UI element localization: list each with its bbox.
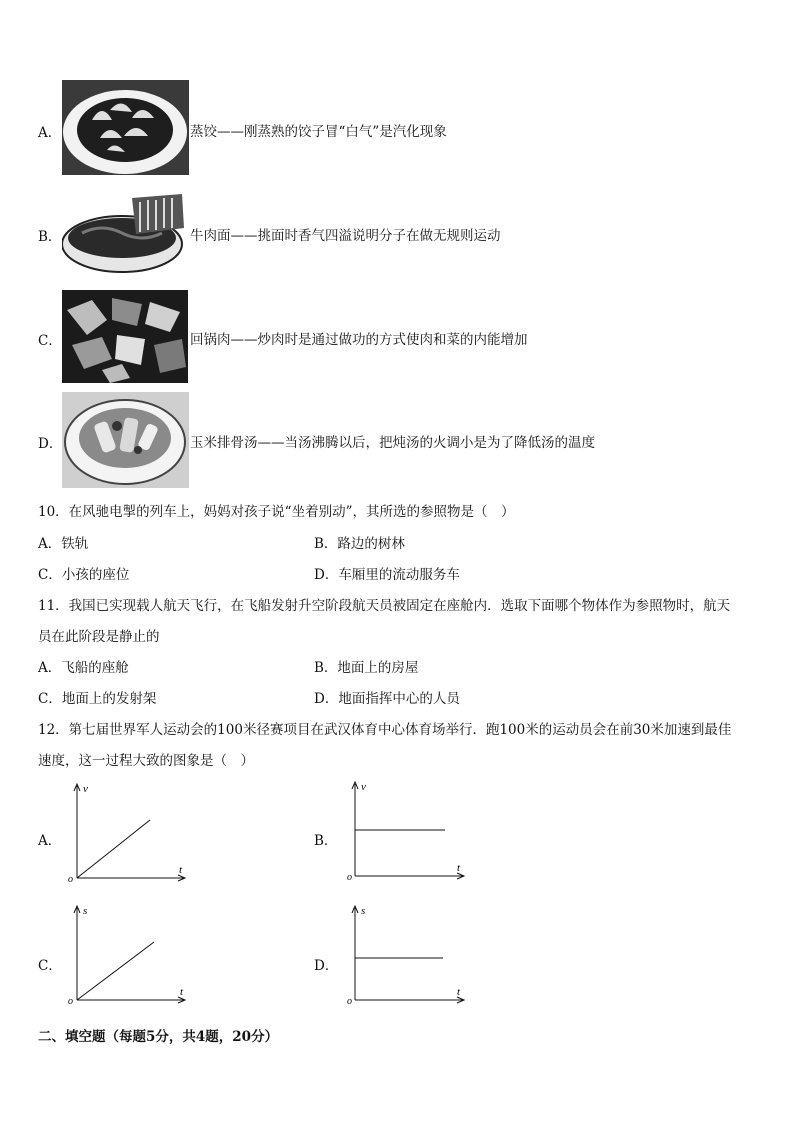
graph-c-distance-time — [64, 902, 194, 1007]
y-axis-label: v — [361, 781, 366, 793]
section-heading: 二、填空题（每题5分，共4题，20分） — [38, 1029, 279, 1045]
graph-b-velocity-time — [343, 778, 473, 883]
y-axis-label: s — [83, 905, 88, 917]
option-letter: A． — [38, 125, 62, 141]
graph-d-letter: D． — [314, 958, 339, 974]
origin-label: o — [68, 996, 73, 1007]
x-axis-label: t — [180, 986, 184, 998]
option-c: C．地面上的发射架 — [38, 691, 157, 707]
option-text: 蒸饺——刚蒸熟的饺子冒“白气”是汽化现象 — [190, 124, 447, 140]
beef-noodles-photo — [62, 188, 189, 276]
x-axis-label: t — [457, 986, 461, 998]
question-stem-line1: 11．我国已实现载人航天飞行，在飞船发射升空阶段航天员被固定在座舱内．选取下面哪个物体作为参照物时，航天 — [38, 598, 731, 614]
graph-d-distance-time — [343, 902, 473, 1007]
y-axis-label: v — [83, 783, 88, 795]
origin-label: o — [347, 996, 352, 1007]
question-stem-line2: 速度，这一过程大致的图象是（ ） — [38, 753, 254, 769]
graph-b-letter: B． — [314, 833, 338, 849]
question-stem: 10．在风驰电掣的列车上，妈妈对孩子说“坐着别动”，其所选的参照物是（ ） — [38, 504, 515, 520]
option-text: 牛肉面——挑面时香气四溢说明分子在做无规则运动 — [190, 228, 501, 244]
option-b: B．路边的树林 — [314, 536, 405, 552]
twice-cooked-pork-photo — [62, 290, 188, 383]
option-d: D．车厢里的流动服务车 — [314, 567, 460, 583]
graph-a-velocity-time — [64, 780, 194, 885]
option-a: A．飞船的座舱 — [38, 660, 129, 676]
graph-a-letter: A． — [38, 833, 62, 849]
origin-label: o — [347, 872, 352, 883]
option-c: C．小孩的座位 — [38, 567, 130, 583]
option-text: 回锅肉——炒肉时是通过做功的方式使肉和菜的内能增加 — [190, 332, 528, 348]
question-stem-line1: 12．第七届世界军人运动会的100米径赛项目在武汉体育中心体育场举行．跑100米的运动员会在前30米加速到最佳 — [38, 722, 732, 738]
option-letter: C． — [38, 333, 62, 349]
option-letter: B． — [38, 229, 62, 245]
x-axis-label: t — [457, 862, 461, 874]
graph-c-letter: C． — [38, 958, 62, 974]
option-a: A．铁轨 — [38, 536, 89, 552]
question-stem-line2: 员在此阶段是静止的 — [38, 629, 160, 645]
steamed-dumplings-photo — [62, 80, 189, 175]
y-axis-label: s — [361, 905, 366, 917]
x-axis-label: t — [179, 864, 183, 876]
option-d: D．地面指挥中心的人员 — [314, 691, 460, 707]
corn-rib-soup-photo — [62, 392, 189, 488]
option-b: B．地面上的房屋 — [314, 660, 419, 676]
option-text: 玉米排骨汤——当汤沸腾以后，把炖汤的火调小是为了降低汤的温度 — [190, 435, 595, 451]
origin-label: o — [68, 874, 73, 885]
option-letter: D． — [38, 436, 63, 452]
